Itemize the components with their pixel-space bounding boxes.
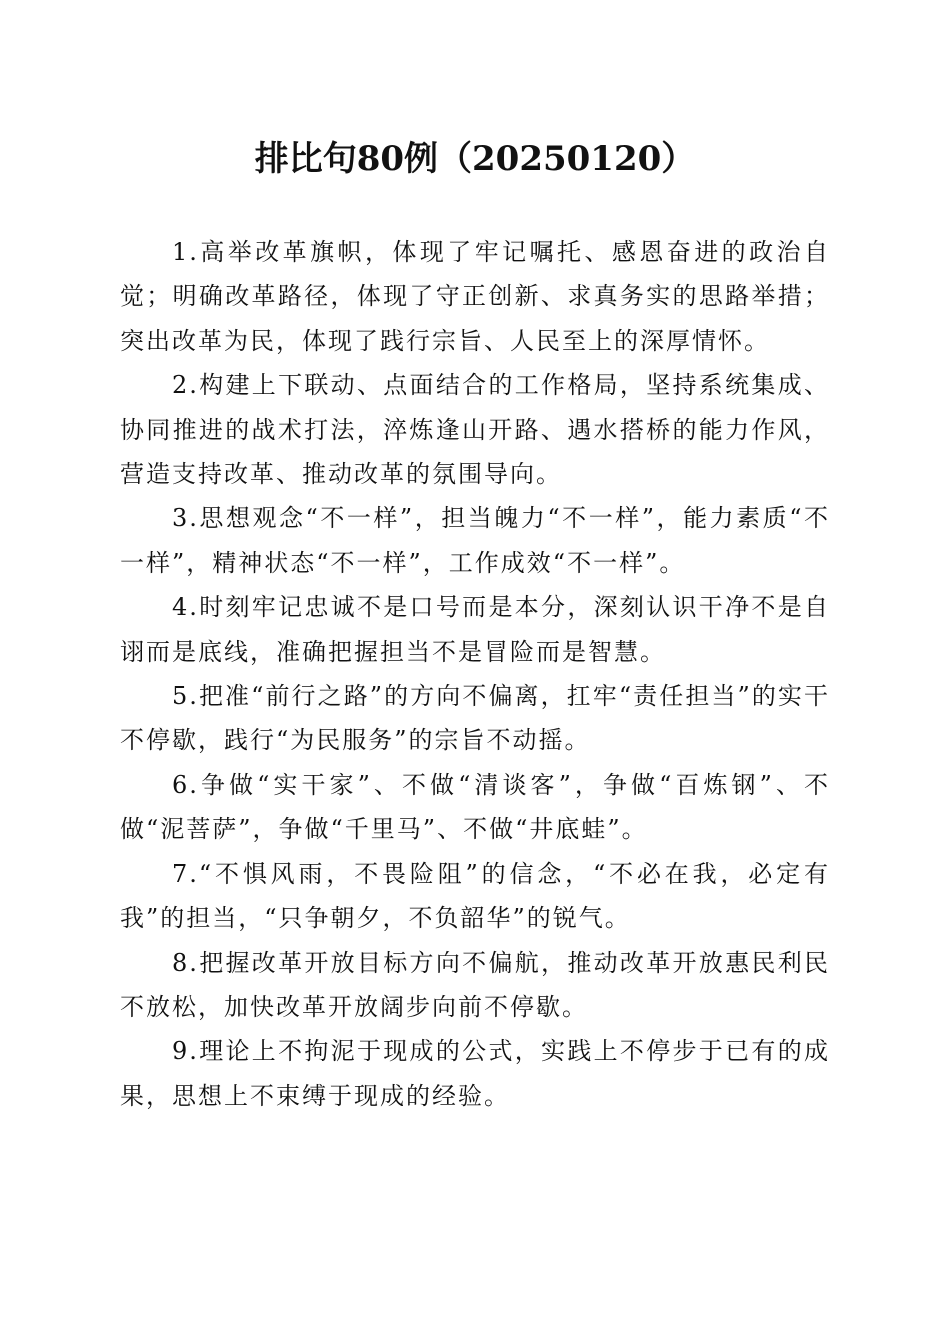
document-title: 排比句80例（20250120） (254, 139, 696, 179)
paragraph-8: 8.把握改革开放目标方向不偏航，推动改革开放惠民利民不放松，加快改革开放阔步向前不停歇。 (120, 948, 830, 1021)
paragraph-1: 1.高举改革旗帜，体现了牢记嘱托、感恩奋进的政治自觉；明确改革路径，体现了守正创新、求真务实的思路举措；突出改革为民，体现了践行宗旨、人民至上的深厚情怀。 (120, 238, 830, 355)
paragraph-3: 3.思想观念“不一样”，担当魄力“不一样”，能力素质“不一样”，精神状态“不一样”，工作成效“不一样”。 (120, 504, 830, 577)
paragraph-4: 4.时刻牢记忠诚不是口号而是本分，深刻认识干净不是自诩而是底线，准确把握担当不是冒险而是智慧。 (120, 593, 830, 666)
paragraph-6: 6.争做“实干家”、不做“清谈客”，争做“百炼钢”、不做“泥菩萨”，争做“千里马”、不做“井底蛙”。 (120, 770, 830, 844)
paragraph-7: 7.“不惧风雨，不畏险阻”的信念，“不必在我，必定有我”的担当，“只争朝夕，不负韶华”的锐气。 (120, 859, 830, 933)
paragraph-5: 5.把准“前行之路”的方向不偏离，扛牢“责任担当”的实干不停歇，践行“为民服务”的宗旨不动摇。 (120, 682, 830, 755)
document-body (120, 230, 830, 1118)
paragraph-9: 9.理论上不拘泥于现成的公式，实践上不停步于已有的成果，思想上不束缚于现成的经验。 (120, 1037, 830, 1110)
paragraph-2: 2.构建上下联动、点面结合的工作格局，坚持系统集成、协同推进的战术打法，淬炼逢山开路、遇水搭桥的能力作风，营造支持改革、推动改革的氛围导向。 (120, 371, 830, 489)
